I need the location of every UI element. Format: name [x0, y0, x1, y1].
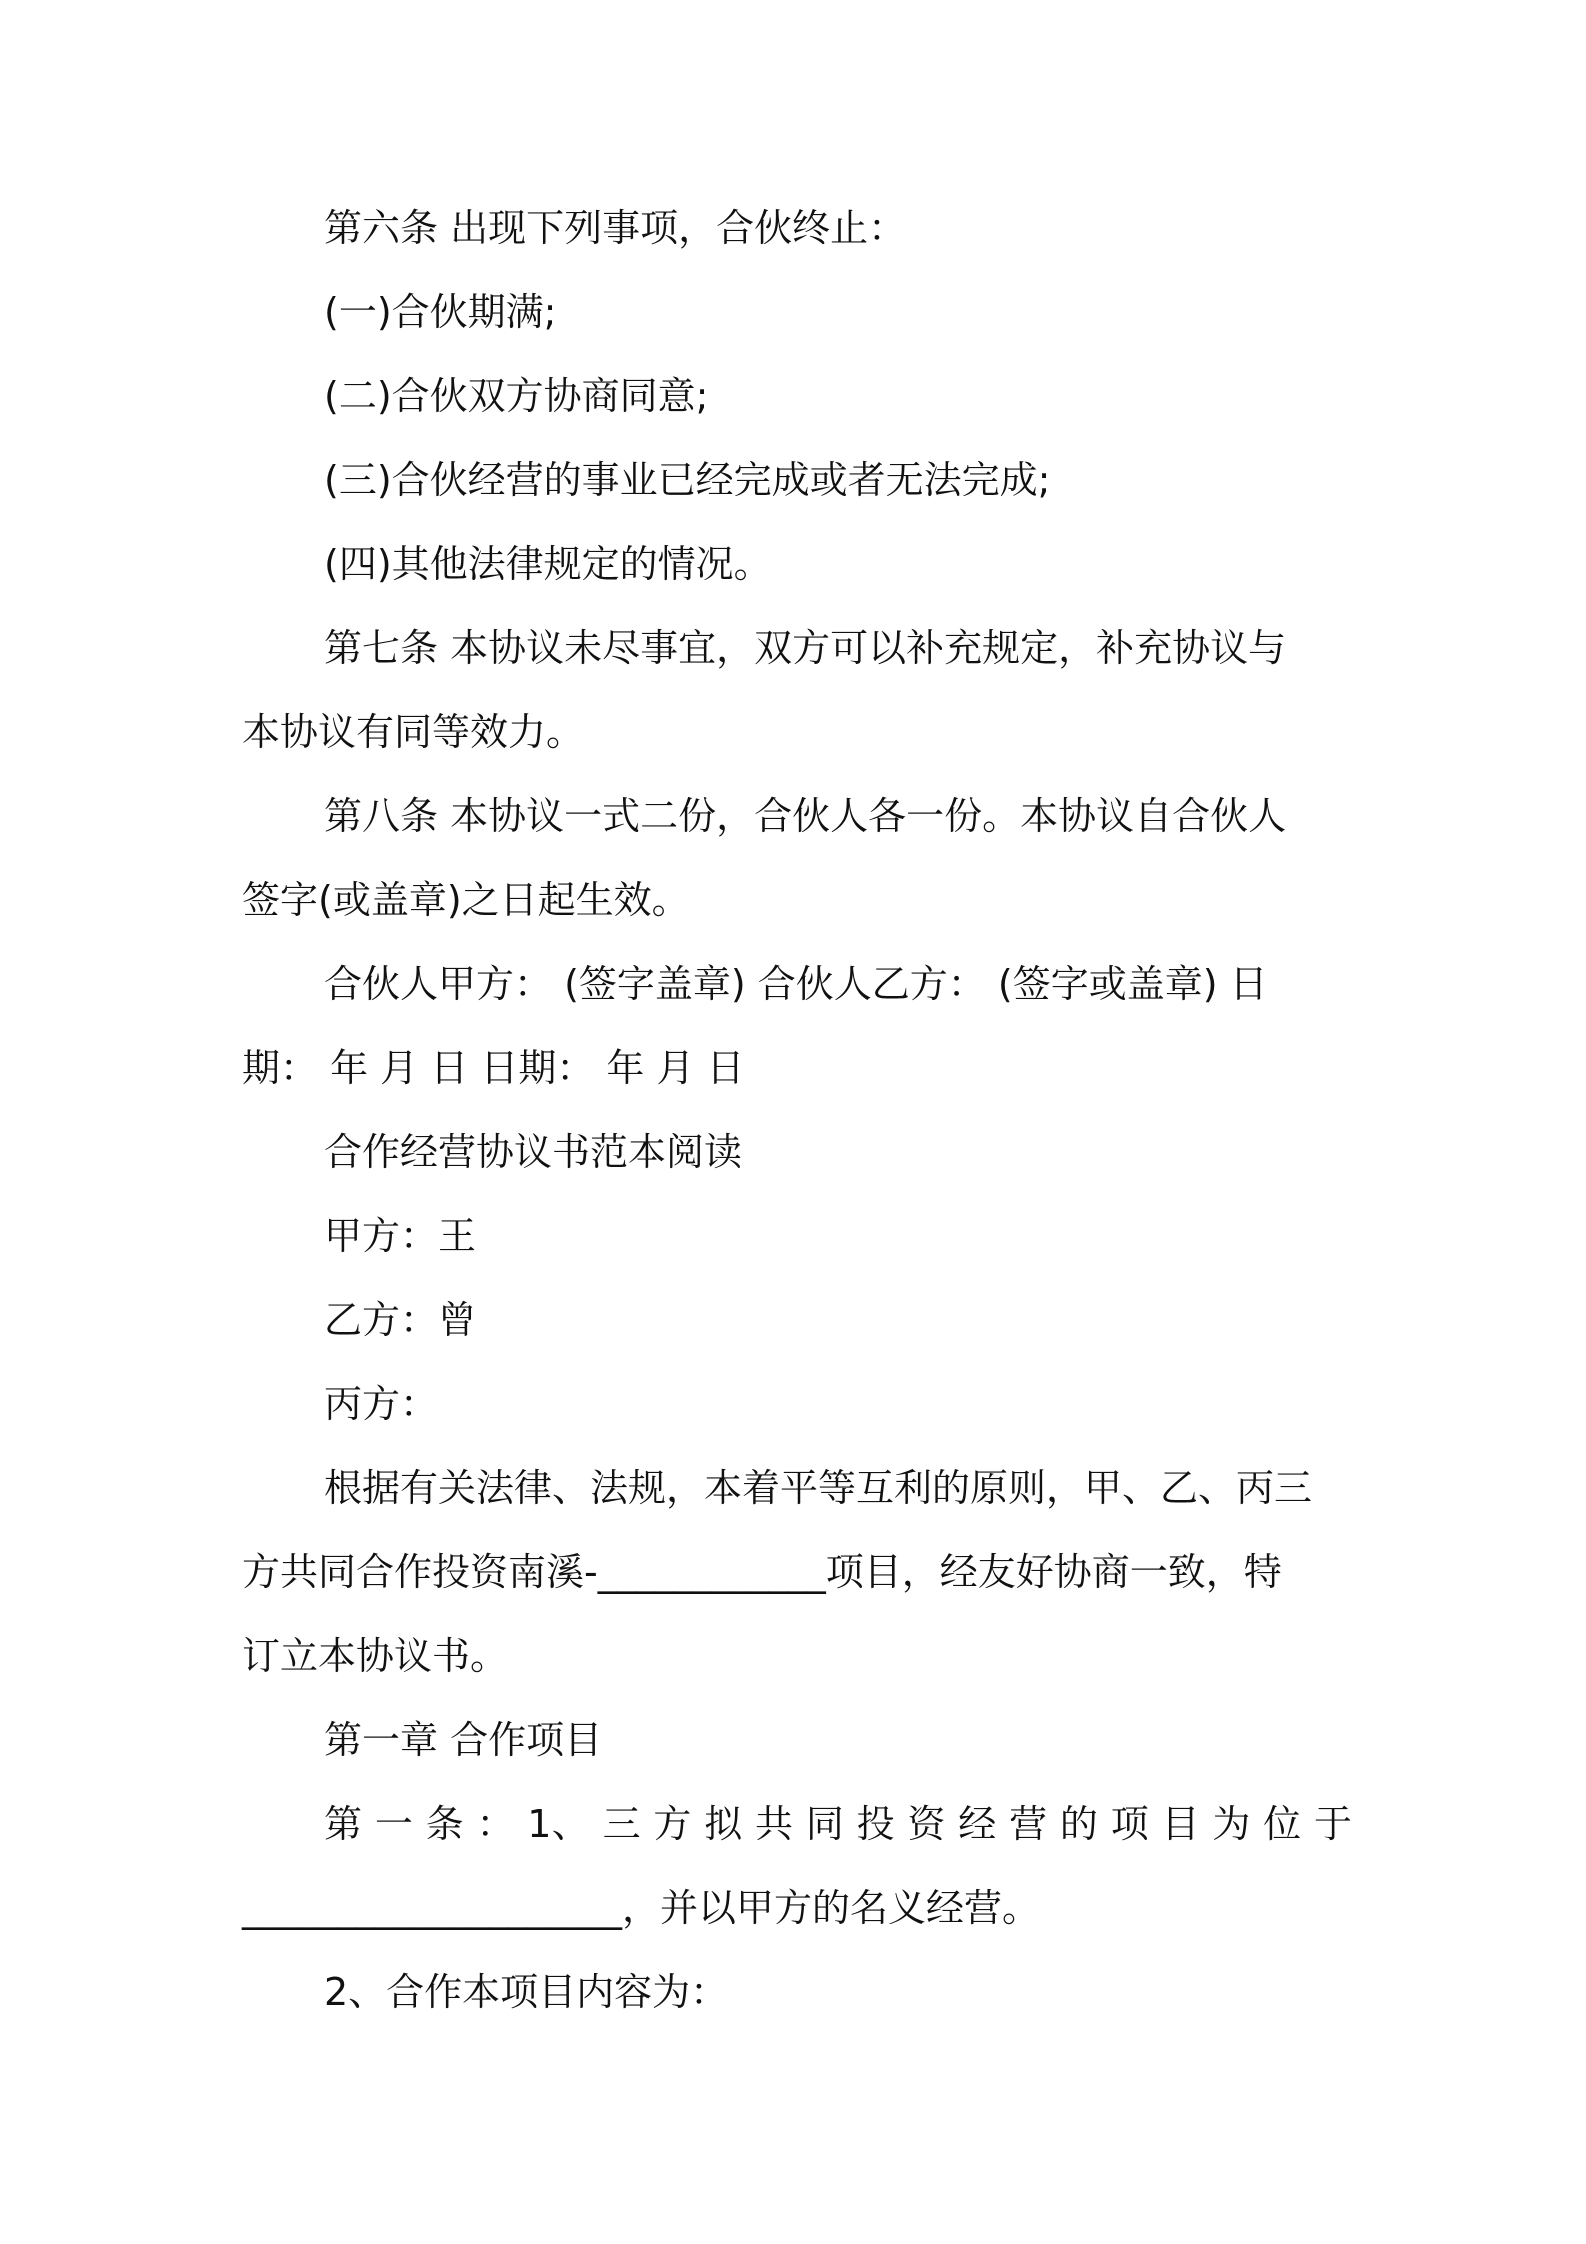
article-8-line-2: 签字(或盖章)之日起生效。	[242, 878, 690, 922]
article-6-item-2: (二)合伙双方协商同意;	[324, 374, 709, 418]
preamble-line-1: 根据有关法律、法规，本着平等互利的原则，甲、乙、丙三	[324, 1466, 1313, 1510]
article-1-item-2: 2、合作本项目内容为：	[324, 1970, 729, 2014]
article-6-item-4: (四)其他法律规定的情况。	[324, 542, 772, 586]
party-c: 丙方：	[324, 1382, 439, 1426]
article-1-line-1: 第 一 条 ： 1、 三 方 拟 共 同 投 资 经 营 的 项 目 为 位 于	[324, 1802, 1352, 1846]
article-6-heading: 第六条 出现下列事项，合伙终止：	[324, 206, 907, 250]
signature-line-2: 期： 年 月 日 日期： 年 月 日	[242, 1046, 745, 1090]
article-7-line-2: 本协议有同等效力。	[242, 710, 585, 754]
chapter-1-heading: 第一章 合作项目	[324, 1718, 603, 1762]
article-7-line-1: 第七条 本协议未尽事宜，双方可以补充规定，补充协议与	[324, 626, 1287, 670]
agreement-title: 合作经营协议书范本阅读	[324, 1130, 743, 1174]
article-8-line-1: 第八条 本协议一式二份，合伙人各一份。本协议自合伙人	[324, 794, 1287, 838]
preamble-line-3: 订立本协议书。	[242, 1634, 509, 1678]
preamble-line-2: 方共同合作投资南溪-____________项目，经友好协商一致，特	[242, 1550, 1282, 1594]
article-6-item-3: (三)合伙经营的事业已经完成或者无法完成;	[324, 458, 1051, 502]
signature-line-1: 合伙人甲方： (签字盖章) 合伙人乙方： (签字或盖章) 日	[324, 962, 1268, 1006]
article-6-item-1: (一)合伙期满;	[324, 290, 557, 334]
party-b: 乙方：曾	[324, 1298, 477, 1342]
party-a: 甲方：王	[324, 1214, 477, 1258]
article-1-line-2: ____________________，并以甲方的名义经营。	[242, 1886, 1041, 1930]
